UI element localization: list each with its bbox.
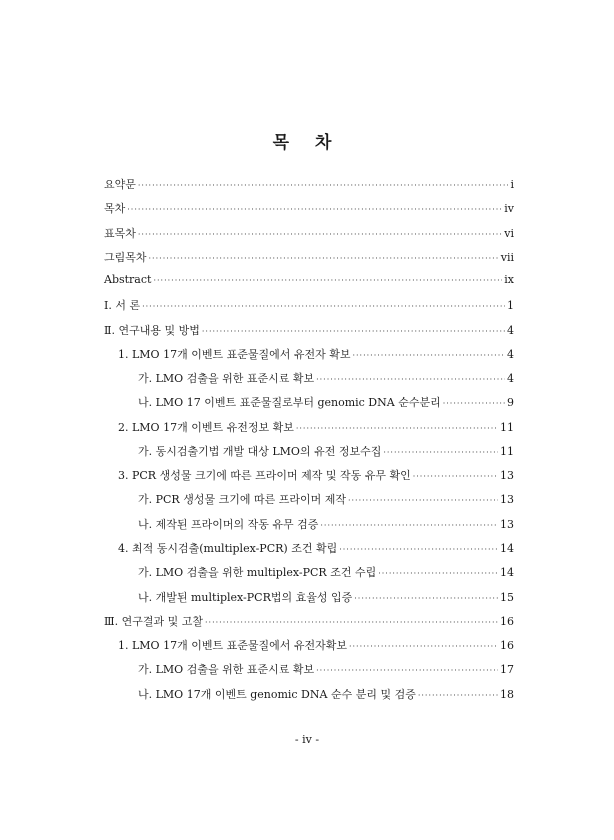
toc-leader-dots [205, 618, 498, 627]
toc-entry-label: 4. 최적 동시검출(multiplex-PCR) 조건 확립 [118, 541, 338, 555]
toc-entry-page: 4 [507, 372, 514, 386]
page-number: - iv - [294, 733, 320, 746]
toc-leader-dots [413, 472, 498, 481]
table-of-contents [104, 176, 514, 710]
toc-entry[interactable] [104, 540, 514, 564]
toc-entry-label: 1. LMO 17개 이벤트 표준물질에서 유전자확보 [118, 639, 347, 653]
toc-entry-label: Ⅰ. 서 론 [104, 299, 141, 313]
toc-entry[interactable] [104, 176, 514, 200]
toc-entry-page: 9 [507, 396, 514, 410]
toc-entry-label: 목차 [104, 202, 126, 216]
toc-entry-label: 요약문 [104, 178, 136, 191]
toc-entry-page: 1 [507, 299, 514, 313]
toc-leader-dots [202, 327, 505, 336]
toc-entry[interactable] [104, 200, 514, 224]
toc-leader-dots [316, 375, 505, 384]
toc-entry-page: ix [504, 273, 514, 287]
toc-entry-label: 가. LMO 검출을 위한 표준시료 확보 [138, 372, 315, 386]
toc-entry-label: 표목차 [104, 226, 136, 240]
toc-entry-label: 가. LMO 검출을 위한 표준시료 확보 [138, 663, 315, 677]
toc-entry-label: 나. 제작된 프라이머의 작동 유무 검증 [138, 517, 319, 531]
toc-leader-dots [339, 545, 498, 554]
toc-entry-label: 3. PCR 생성물 크기에 따른 프라이머 제작 및 작동 유무 확인 [118, 469, 411, 483]
toc-entry[interactable] [104, 637, 514, 661]
toc-entry-page: 15 [500, 590, 514, 604]
toc-entry-label: 가. PCR 생성물 크기에 따른 프라이머 제작 [138, 493, 346, 507]
toc-entry[interactable] [104, 346, 514, 370]
toc-entry-page: iv [504, 202, 514, 216]
toc-entry-label: 나. LMO 17개 이벤트 genomic DNA 순수 분리 및 검증 [138, 687, 416, 701]
toc-entry[interactable] [104, 516, 514, 540]
toc-leader-dots [378, 569, 498, 578]
toc-entry-page: 17 [500, 663, 514, 677]
toc-leader-dots [138, 181, 509, 190]
toc-leader-dots [296, 424, 498, 433]
toc-entry-label: 1. LMO 17개 이벤트 표준물질에서 유전자 확보 [118, 347, 351, 361]
toc-entry-page: 11 [500, 444, 514, 458]
toc-entry-page: 16 [500, 639, 514, 653]
toc-entry-page: vi [504, 226, 514, 240]
toc-leader-dots [153, 276, 502, 285]
toc-entry[interactable] [104, 467, 514, 491]
toc-leader-dots [142, 302, 505, 311]
toc-entry-page: 14 [500, 566, 514, 580]
toc-entry-page: 13 [500, 469, 514, 483]
toc-entry[interactable] [104, 322, 514, 346]
toc-entry-label: 가. LMO 검출을 위한 multiplex-PCR 조건 수립 [138, 566, 377, 580]
toc-entry-label: 나. LMO 17 이벤트 표준물질로부터 genomic DNA 순수분리 [138, 396, 441, 410]
toc-leader-dots [320, 521, 498, 530]
toc-entry-label: Abstract [104, 273, 152, 287]
toc-entry-page: vii [500, 250, 514, 264]
toc-entry-label: Ⅲ. 연구결과 및 고찰 [104, 614, 203, 628]
toc-leader-dots [127, 205, 502, 214]
toc-entry[interactable] [104, 589, 514, 613]
toc-leader-dots [316, 666, 498, 675]
toc-entry-label: 나. 개발된 multiplex-PCR법의 효율성 입증 [138, 590, 353, 604]
toc-leader-dots [418, 691, 498, 700]
toc-entry-label: Ⅱ. 연구내용 및 방법 [104, 323, 200, 337]
toc-entry[interactable] [104, 419, 514, 443]
toc-entry[interactable] [104, 491, 514, 515]
toc-entry-page: 13 [500, 493, 514, 507]
toc-entry[interactable] [104, 686, 514, 710]
toc-entry-label: 가. 동시검출기법 개발 대상 LMO의 유전 정보수집 [138, 444, 382, 458]
toc-leader-dots [348, 496, 498, 505]
toc-entry[interactable] [104, 297, 514, 321]
toc-leader-dots [149, 254, 499, 263]
toc-entry-page: 13 [500, 517, 514, 531]
toc-entry[interactable] [104, 249, 514, 273]
toc-entry-label: 그림목차 [104, 250, 147, 264]
toc-entry-page: 4 [507, 347, 514, 361]
toc-entry-page: 18 [500, 687, 514, 701]
toc-entry[interactable] [104, 370, 514, 394]
toc-leader-dots [352, 351, 505, 360]
toc-entry[interactable] [104, 394, 514, 418]
toc-leader-dots [443, 399, 505, 408]
toc-leader-dots [354, 594, 498, 603]
toc-entry-page: 16 [500, 614, 514, 628]
toc-entry[interactable] [104, 443, 514, 467]
toc-leader-dots [138, 230, 502, 239]
toc-entry[interactable] [104, 564, 514, 588]
toc-entry-page: 11 [500, 420, 514, 434]
toc-entry-page: 4 [507, 323, 514, 337]
toc-leader-dots [383, 448, 498, 457]
toc-entry[interactable] [104, 273, 514, 297]
toc-entry-page: 14 [500, 541, 514, 555]
toc-entry-label: 2. LMO 17개 이벤트 유전정보 확보 [118, 420, 294, 434]
toc-entry-page: i [510, 178, 514, 191]
toc-leader-dots [349, 642, 498, 651]
toc-entry[interactable] [104, 661, 514, 685]
page-title: 목 차 [272, 133, 342, 153]
toc-entry[interactable] [104, 613, 514, 637]
toc-entry[interactable] [104, 225, 514, 249]
